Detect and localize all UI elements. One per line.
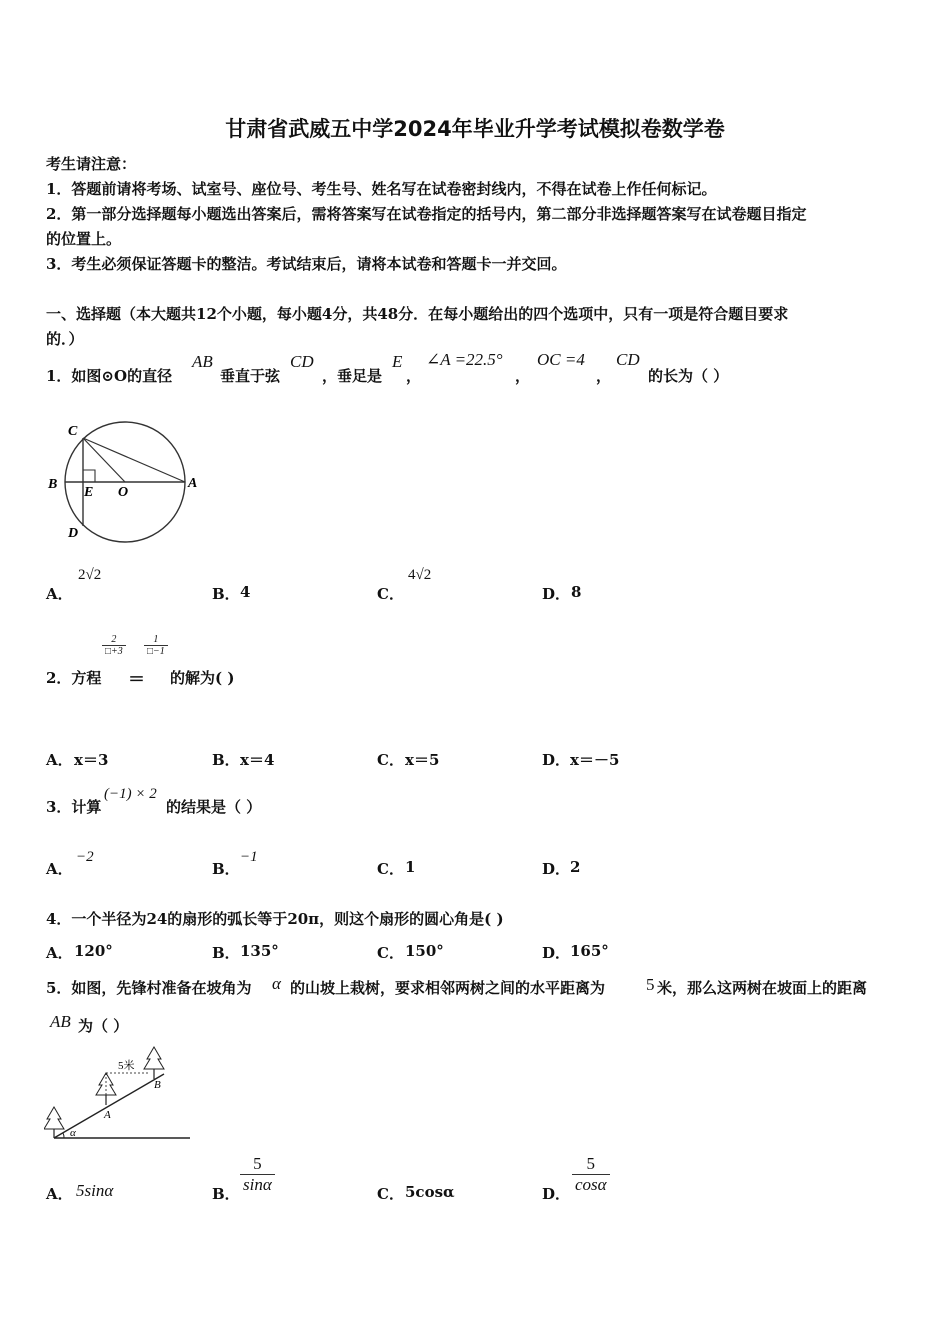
q5-option-c-value: 5cosα (405, 1183, 455, 1201)
q2-frac2-denominator: □−1 (147, 646, 165, 657)
q1-math-e: E (392, 352, 403, 371)
q3-option-a-label: A． (46, 860, 73, 878)
q1-option-a-label: A． (46, 585, 73, 603)
q3-text-prefix: 3．计算 (46, 798, 102, 816)
q2-frac1-denominator: □+3 (105, 646, 123, 657)
q1-comma-2: ， (515, 367, 531, 385)
q5-number-five: 5 (646, 975, 655, 994)
q5-option-c-label: C． (377, 1185, 404, 1203)
q5-option-b-denominator: sinα (243, 1175, 272, 1194)
notice-item-2-line-1: 2．第一部分选择题每小题选出答案后，需将答案写在试卷指定的括号内，第二部分非选择题答案写在试卷题目指定 (46, 205, 807, 223)
q1-option-b-value: 4 (240, 583, 251, 601)
label-e: E (84, 485, 94, 500)
q2-option-b-label: B． (212, 751, 240, 769)
section-1-heading-line-1: 一、选择题（本大题共12个小题，每小题4分，共48分．在每小题给出的四个选项中，只有一项是符合题目要求 (46, 305, 789, 323)
q1-text-part-3: ，垂足是 (322, 367, 383, 385)
angle-arc (63, 1133, 64, 1138)
q5-math-ab: AB (50, 1012, 71, 1031)
section-1-heading-line-2: 的．） (46, 330, 84, 348)
q2-option-c-value: x＝5 (405, 751, 440, 769)
q2-option-a-label: A． (46, 751, 73, 769)
q2-option-c-label: C． (377, 751, 404, 769)
q1-option-c-label: C． (377, 585, 404, 603)
q5-option-a-label: A． (46, 1185, 73, 1203)
q5-math-alpha: α (272, 974, 281, 993)
q2-fraction-right (144, 634, 168, 657)
q4-option-a-value: 120° (74, 942, 113, 960)
right-angle-mark (83, 470, 95, 482)
notice-item-3: 3．考生必须保证答题卡的整洁。考试结束后，请将本试卷和答题卡一并交回。 (46, 255, 567, 273)
q1-text-part-2: 垂直于弦 (220, 367, 281, 385)
q3-option-d-value: 2 (570, 858, 581, 876)
q5-option-b-numerator: 5 (240, 1154, 275, 1175)
q5-option-d-numerator: 5 (572, 1154, 610, 1175)
q1-option-d-value: 8 (571, 583, 582, 601)
notice-item-1: 1．答题前请将考场、试室号、座位号、考生号、姓名写在试卷密封线内，不得在试卷上作任何标记。 (46, 180, 717, 198)
q3-option-c-value: 1 (405, 858, 416, 876)
label-b: B (154, 1079, 161, 1091)
q1-math-ab: AB (192, 352, 213, 371)
q2-option-a-value: x＝3 (74, 751, 109, 769)
q1-math-oc: OC =4 (537, 350, 585, 369)
q1-comma-3: ， (596, 367, 612, 385)
q5-option-a-value: 5sinα (76, 1181, 114, 1200)
q1-option-a-value: 2√2 (78, 567, 102, 583)
q3-option-b-label: B． (212, 860, 240, 878)
q1-comma-1: ， (406, 367, 422, 385)
q4-text: 4．一个半径为24的扇形的弧长等于20π，则这个扇形的圆心角是( ) (46, 910, 504, 928)
q5-text-line-2: 为（ ） (78, 1017, 129, 1035)
q4-option-c-value: 150° (405, 942, 444, 960)
q3-expression: (−1) × 2 (104, 786, 157, 802)
q4-option-d-value: 165° (570, 942, 609, 960)
q5-option-b-fraction (240, 1154, 275, 1195)
q1-option-d-label: D． (542, 585, 571, 603)
q1-math-cd: CD (290, 352, 314, 371)
label-c: C (68, 424, 78, 439)
q3-option-a-value: −2 (76, 849, 94, 865)
label-a: A (104, 1109, 111, 1121)
q1-math-angle: ∠A =22.5° (426, 350, 503, 369)
q4-option-c-label: C． (377, 944, 404, 962)
q2-option-d-label: D． (542, 751, 571, 769)
q2-frac1-numerator: 2 (102, 634, 126, 646)
label-b: B (48, 477, 58, 492)
q2-fraction-left (102, 634, 126, 657)
q3-option-b-value: −1 (240, 849, 258, 865)
q1-text-part-4: 的长为（ ） (648, 367, 729, 385)
q5-text-line-1a: 5．如图，先锋村准备在坡角为 (46, 979, 252, 997)
q2-text-prefix: 2．方程 (46, 669, 102, 687)
q5-text-line-1c: 米，那么这两树在坡面上的距离 (657, 979, 868, 997)
tree-icon (144, 1047, 164, 1079)
segment-co (83, 438, 125, 482)
q5-option-b-label: B． (212, 1185, 240, 1203)
q1-option-c-value: 4√2 (408, 567, 432, 583)
q2-frac2-numerator: 1 (144, 634, 168, 646)
q5-option-d-fraction (572, 1154, 610, 1195)
page-title: 甘肃省武威五中学2024年毕业升学考试模拟卷数学卷 (225, 117, 725, 141)
q4-option-a-label: A． (46, 944, 73, 962)
q5-text-line-1b: 的山坡上栽树，要求相邻两树之间的水平距离为 (290, 979, 606, 997)
q5-option-d-label: D． (542, 1185, 571, 1203)
notice-heading: 考生请注意： (46, 155, 137, 173)
q3-text-suffix: 的结果是（ ） (166, 798, 262, 816)
q4-option-b-label: B． (212, 944, 240, 962)
q5-slope-figure (44, 1042, 194, 1144)
q4-option-d-label: D． (542, 944, 571, 962)
label-alpha: α (70, 1127, 76, 1139)
q1-circle-figure (40, 415, 210, 545)
label-a: A (188, 476, 198, 491)
q3-option-c-label: C． (377, 860, 404, 878)
segment-ca (83, 438, 185, 482)
distance-label: 5米 (118, 1060, 135, 1072)
q3-option-d-label: D． (542, 860, 571, 878)
label-o: O (118, 485, 129, 500)
q1-text-prefix: 1．如图⊙O的直径 (46, 367, 173, 385)
q2-text-suffix: 的解为( ) (170, 669, 235, 687)
notice-item-2-line-2: 的位置上。 (46, 230, 122, 248)
q1-option-b-label: B． (212, 585, 240, 603)
q1-math-cd-2: CD (616, 350, 640, 369)
label-d: D (68, 526, 79, 541)
q5-option-d-denominator: cosα (575, 1175, 607, 1194)
q2-option-b-value: x＝4 (240, 751, 275, 769)
q2-option-d-value: x＝－5 (570, 751, 620, 769)
q4-option-b-value: 135° (240, 942, 279, 960)
q2-equals: ＝ (128, 670, 145, 690)
